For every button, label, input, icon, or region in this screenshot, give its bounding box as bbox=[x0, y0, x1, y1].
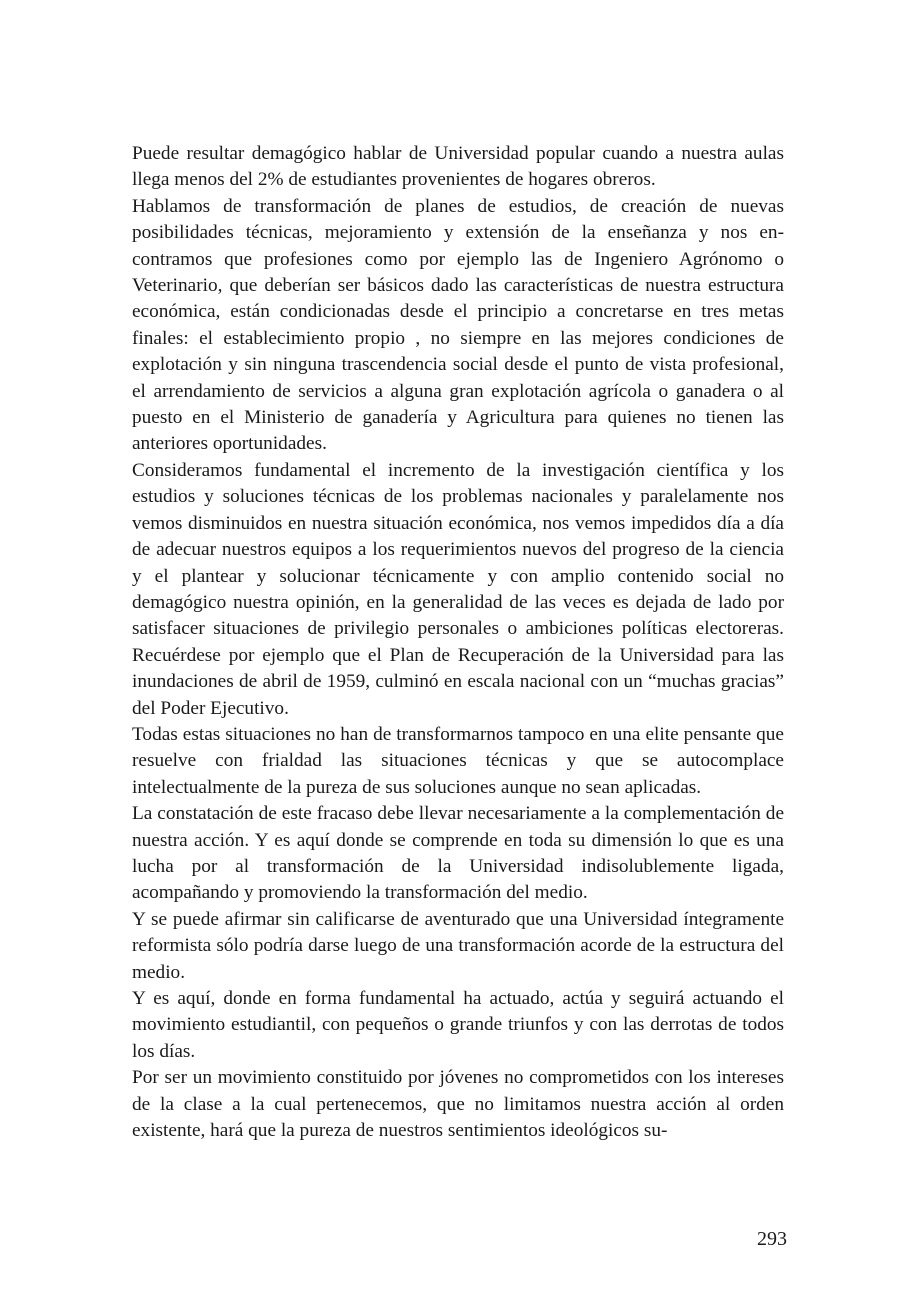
paragraph-2: Hablamos de transformación de planes de estudios, de creación de nuevas posibilidades técnicas, mejoramiento y extensión de la enseñanza y nos encontramos que profesiones como por ejemplo las de Ingeniero Agrónomo o Veterinario, que deberían ser básicos dado las características de nuestra estructura económica, están condicionadas desde el principio a concretarse en tres metas finales: el establecimiento propio , no siempre en las mejores condiciones de explotación y sin ninguna trascendencia social desde el punto de vista profesional, el arrendamiento de servicios a alguna gran explotación agrícola o ganadera o al puesto en el Ministerio de ganadería y Agricultura para quienes no tienen las anteriores oportunidades. bbox=[132, 195, 784, 455]
body-text bbox=[132, 141, 784, 1144]
paragraph-6: Y se puede afirmar sin calificarse de aventurado que una Universidad íntegramente reformista sólo podría darse luego de una transformación acorde de la estructura del medio. bbox=[132, 908, 784, 983]
paragraph-5: La constatación de este fracaso debe llevar necesariamente a la complementación de nuestra acción. Y es aquí donde se comprende en toda su dimensión lo que es una lucha por al transformación de la Universidad indisolublemente ligada, acompañando y promoviendo la transformación del medio. bbox=[132, 803, 784, 904]
paragraph-4: Todas estas situaciones no han de transformarnos tampoco en una elite pensante que resuelve con frialdad las situaciones técnicas y que se autocomplace intelectualmente de la pureza de sus soluciones aunque no sean aplicadas. bbox=[132, 723, 784, 798]
paragraph-1: Puede resultar demagógico hablar de Universidad popular cuando a nuestra aulas llega menos del 2% de estudiantes provenientes de hogares obreros. bbox=[132, 143, 784, 191]
paragraph-7: Y es aquí, donde en forma fundamental ha actuado, actúa y seguirá actuando el movimiento estudiantil, con pequeños o grande triunfos y con las derrotas de todos los días. bbox=[132, 988, 784, 1062]
paragraph-3: Consideramos fundamental el incremento de la investigación científica y los estudios y soluciones técnicas de los problemas nacionales y paralelamente nos vemos disminuidos en nuestra situación económica, nos vemos impedidos día a día de adecuar nuestros equipos a los requerimientos nuevos del progreso de la ciencia y el plantear y solucionar técnicamente y con amplio contenido social no demagógico nuestra opinión, en la generalidad de las veces es dejada de lado por satisfacer situaciones de privilegio personales o ambiciones políticas electoreras. Recuérdese por ejemplo que el Plan de Recuperación de la Universidad para las inundaciones de abril de 1959, culminó en escala nacional con un “muchas gracias” del Poder Ejecutivo. bbox=[132, 459, 784, 719]
paragraph-8: Por ser un movimiento constituido por jóvenes no comprometidos con los intereses de la clase a la cual pertenecemos, que no limitamos nuestra acción al orden existente, hará que la pureza de nuestros sentimientos ideológicos su- bbox=[132, 1067, 784, 1142]
page-number: 293 bbox=[757, 1228, 787, 1250]
